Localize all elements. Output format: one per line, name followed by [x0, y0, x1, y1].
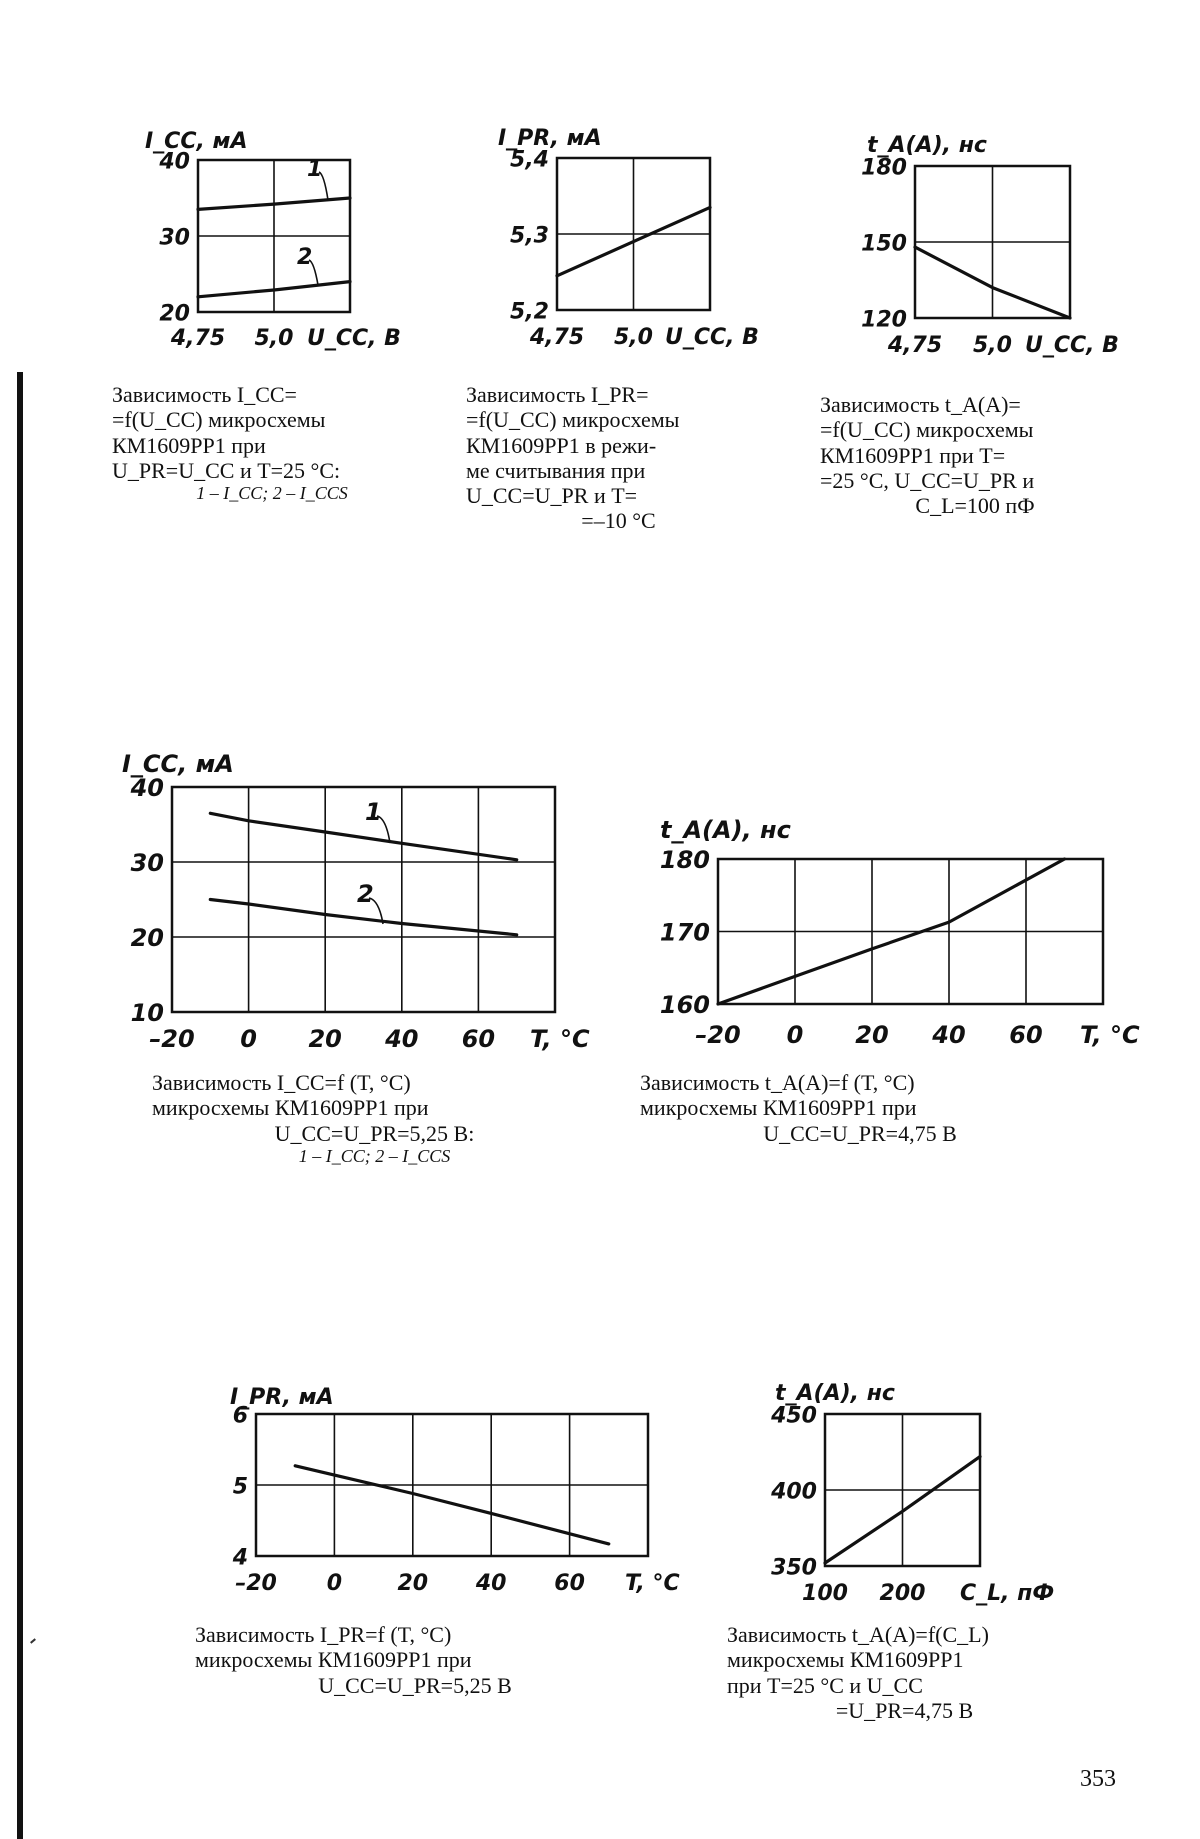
chart-2-ytick-3: 5,2	[510, 299, 549, 325]
chart-5-xtick-2: 0	[786, 1021, 804, 1049]
chart-4-xtick-3: 20	[308, 1025, 342, 1053]
chart-2-xlabel: U_CC, В	[665, 325, 759, 350]
chart-2-ytick-2: 5,3	[510, 223, 549, 249]
caption-6-line-1: Зависимость I_PR=f (T, °С)	[195, 1622, 452, 1647]
chart-6-ytick-2: 5	[232, 1474, 248, 1500]
chart-4-xlabel: T, °С	[530, 1025, 590, 1053]
chart-4-xtick-1: –20	[149, 1025, 195, 1053]
chart-1-ylabel: I_CC, мА	[145, 129, 248, 154]
caption-7	[727, 1622, 1082, 1723]
caption-7-line-3: при T=25 °С и U_CC	[727, 1672, 923, 1698]
caption-1-line-1: Зависимость I_CC=	[112, 382, 297, 407]
chart-1-xtick-1: 4,75	[170, 326, 226, 351]
caption-6	[195, 1622, 635, 1698]
caption-4	[152, 1070, 597, 1167]
caption-7-line-4: =U_PR=4,75 В	[835, 1697, 974, 1723]
caption-1	[112, 382, 432, 504]
chart-1-ytick-2: 30	[159, 225, 190, 251]
chart-2-xtick-1: 4,75	[529, 325, 585, 350]
caption-5-line-3: U_CC=U_PR=4,75 В	[763, 1120, 957, 1146]
chart-6-xtick-2: 0	[326, 1571, 343, 1596]
chart-7-xtick-2: 200	[879, 1581, 926, 1606]
chart-3-ytick-1: 180	[861, 155, 907, 181]
chart-5-ytick-2: 170	[659, 918, 710, 947]
chart-4-ytick-1: 40	[130, 774, 164, 803]
chart-3-xtick-2: 5,0	[973, 333, 1012, 358]
chart-5-ytick-1: 180	[659, 846, 710, 875]
chart-6-xtick-3: 20	[397, 1571, 429, 1596]
chart-1-ytick-3: 20	[159, 301, 190, 327]
caption-2	[466, 382, 771, 534]
chart-4-ylabel: I_CC, мА	[122, 750, 234, 778]
chart-2-ylabel: I_PR, мА	[498, 126, 602, 151]
caption-2-line-1: Зависимость I_PR=	[466, 382, 649, 407]
chart-6-ytick-3: 4	[232, 1545, 248, 1571]
caption-7-line-2: микросхемы КМ1609РР1	[727, 1647, 964, 1673]
caption-6-line-3: U_CC=U_PR=5,25 В	[318, 1672, 512, 1698]
caption-4-line-1: Зависимость I_CC=f (T, °С)	[152, 1070, 411, 1095]
caption-2-line-3: КМ1609РР1 в режи-	[466, 432, 657, 458]
chart-7-ytick-1: 450	[771, 1403, 817, 1429]
chart-4-series-1-label: 1	[365, 798, 382, 826]
chart-6-xtick-1: –20	[235, 1571, 277, 1596]
chart-3-ytick-3: 120	[861, 307, 907, 333]
caption-3-line-3: КМ1609РР1 при T=	[820, 442, 1006, 468]
chart-1-xlabel: U_CC, В	[307, 326, 401, 351]
chart-6-xtick-5: 60	[554, 1571, 585, 1596]
chart-5-ylabel: t_A(A), нс	[660, 816, 791, 844]
chart-7-xlabel: C_L, пФ	[960, 1581, 1055, 1606]
chart-3-ytick-2: 150	[861, 231, 907, 257]
chart-6-series-1-line	[295, 1466, 609, 1544]
chart-3-xlabel: U_CC, В	[1025, 333, 1119, 358]
chart-5-xtick-4: 40	[932, 1021, 966, 1049]
caption-5-line-1: Зависимость t_A(A)=f (T, °С)	[640, 1070, 915, 1095]
caption-2-line-2: =f(U_CC) микросхемы	[466, 407, 680, 433]
chart-6-xlabel: T, °С	[625, 1571, 680, 1596]
chart-6-ylabel: I_PR, мА	[230, 1385, 334, 1410]
chart-4-series-1-line	[210, 813, 516, 860]
chart-4-series-2-label: 2	[357, 880, 374, 908]
chart-1-xtick-2: 5,0	[254, 326, 294, 351]
caption-4-line-2: микросхемы КМ1609РР1 при	[152, 1095, 429, 1121]
caption-4-line-3: U_CC=U_PR=5,25 В:	[274, 1120, 475, 1146]
caption-2-line-6: =–10 °С	[581, 508, 656, 534]
chart-4-ytick-3: 20	[130, 924, 164, 953]
chart-7-ytick-3: 350	[771, 1555, 817, 1581]
chart-7-xtick-1: 100	[802, 1581, 848, 1606]
caption-1-line-4: U_PR=U_CC и T=25 °С:	[112, 457, 341, 483]
chart-2-ytick-1: 5,4	[510, 147, 549, 173]
caption-5	[640, 1070, 1080, 1146]
chart-6-xtick-4: 40	[475, 1571, 507, 1596]
chart-4-xtick-4: 40	[385, 1025, 419, 1053]
caption-5-line-2: микросхемы КМ1609РР1 при	[640, 1095, 917, 1121]
caption-3-line-2: =f(U_CC) микросхемы	[820, 417, 1034, 443]
caption-2-line-5: U_CC=U_PR и T=	[466, 483, 638, 509]
chart-3-ylabel: t_A(A), нс	[867, 133, 987, 158]
chart-4-ytick-4: 10	[130, 999, 164, 1028]
chart-7-ytick-2: 400	[771, 1479, 817, 1505]
chart-5-xtick-3: 20	[855, 1021, 889, 1049]
caption-4-line-4: 1 – I_CC; 2 – I_CCS	[298, 1145, 451, 1166]
caption-6-line-2: микросхемы КМ1609РР1 при	[195, 1647, 472, 1673]
chart-1-ytick-1: 40	[159, 149, 190, 175]
page-number: 353	[1080, 1766, 1116, 1792]
chart-6-ytick-1: 6	[232, 1403, 248, 1429]
caption-1-line-5: 1 – I_CC; 2 – I_CCS	[196, 483, 348, 504]
caption-2-line-4: ме считывания при	[466, 457, 646, 483]
chart-5-xtick-5: 60	[1009, 1021, 1043, 1049]
chart-3-xtick-1: 4,75	[887, 333, 943, 358]
caption-3-line-5: C_L=100 пФ	[915, 493, 1035, 519]
chart-1-series-2-label: 2	[297, 245, 313, 270]
chart-1-series-1-label: 1	[307, 157, 323, 182]
caption-1-line-2: =f(U_CC) микросхемы	[112, 407, 326, 433]
chart-4-xtick-2: 0	[240, 1025, 257, 1053]
caption-3	[820, 392, 1130, 518]
chart-5-ytick-3: 160	[659, 991, 710, 1020]
chart-4-ytick-2: 30	[130, 849, 164, 878]
chart-2-xtick-2: 5,0	[614, 325, 653, 350]
caption-1-line-3: КМ1609РР1 при	[112, 432, 266, 458]
caption-3-line-4: =25 °С, U_CC=U_PR и	[820, 467, 1035, 493]
chart-4-xtick-5: 60	[461, 1025, 496, 1053]
caption-7-line-1: Зависимость t_A(A)=f(C_L)	[727, 1622, 989, 1647]
chart-5-xtick-1: –20	[695, 1021, 741, 1049]
chart-5-xlabel: T, °С	[1080, 1021, 1140, 1049]
chart-7-ylabel: t_A(A), нс	[775, 1381, 895, 1406]
caption-3-line-1: Зависимость t_A(A)=	[820, 392, 1021, 417]
